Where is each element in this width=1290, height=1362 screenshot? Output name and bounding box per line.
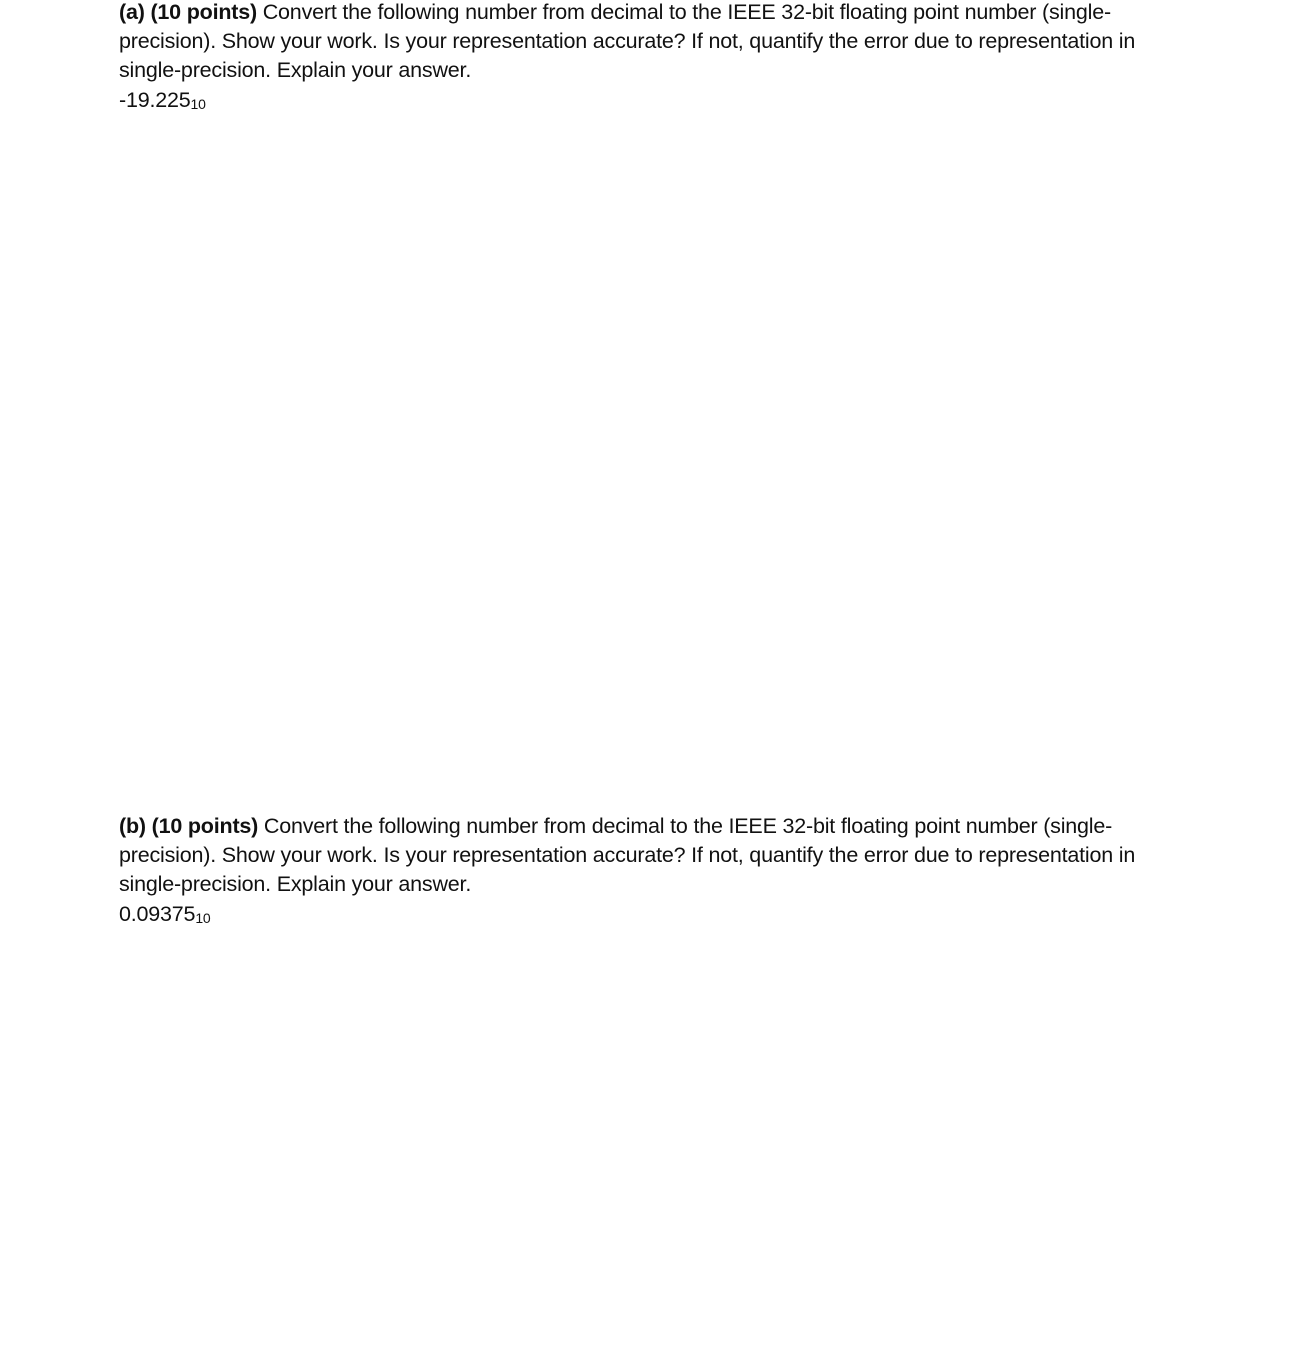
question-b-label: (b) (10 points) [119, 814, 259, 838]
question-a-label: (a) (10 points) [119, 0, 257, 24]
question-a-line-2: precision). Show your work. Is your representation accurate? If not, quantify the error due to representation in [119, 29, 1136, 53]
question-a-line-3: single-precision. Explain your answer. [119, 58, 472, 82]
question-b-line-2: precision). Show your work. Is your representation accurate? If not, quantify the error due to representation in [119, 843, 1136, 867]
question-a-number: -19.22510 [119, 88, 206, 112]
question-b [119, 812, 1219, 933]
question-b-number: 0.0937510 [119, 902, 211, 926]
question-a-line-1: (a) (10 points) Convert the following number from decimal to the IEEE 32-bit floating point number (single- [119, 0, 1111, 24]
question-b-line-1: (b) (10 points) Convert the following number from decimal to the IEEE 32-bit floating point number (single- [119, 814, 1113, 838]
question-a [119, 0, 1219, 119]
question-b-line-3: single-precision. Explain your answer. [119, 872, 472, 896]
question-b-base-subscript: 10 [195, 910, 211, 926]
question-a-base-subscript: 10 [190, 96, 206, 112]
